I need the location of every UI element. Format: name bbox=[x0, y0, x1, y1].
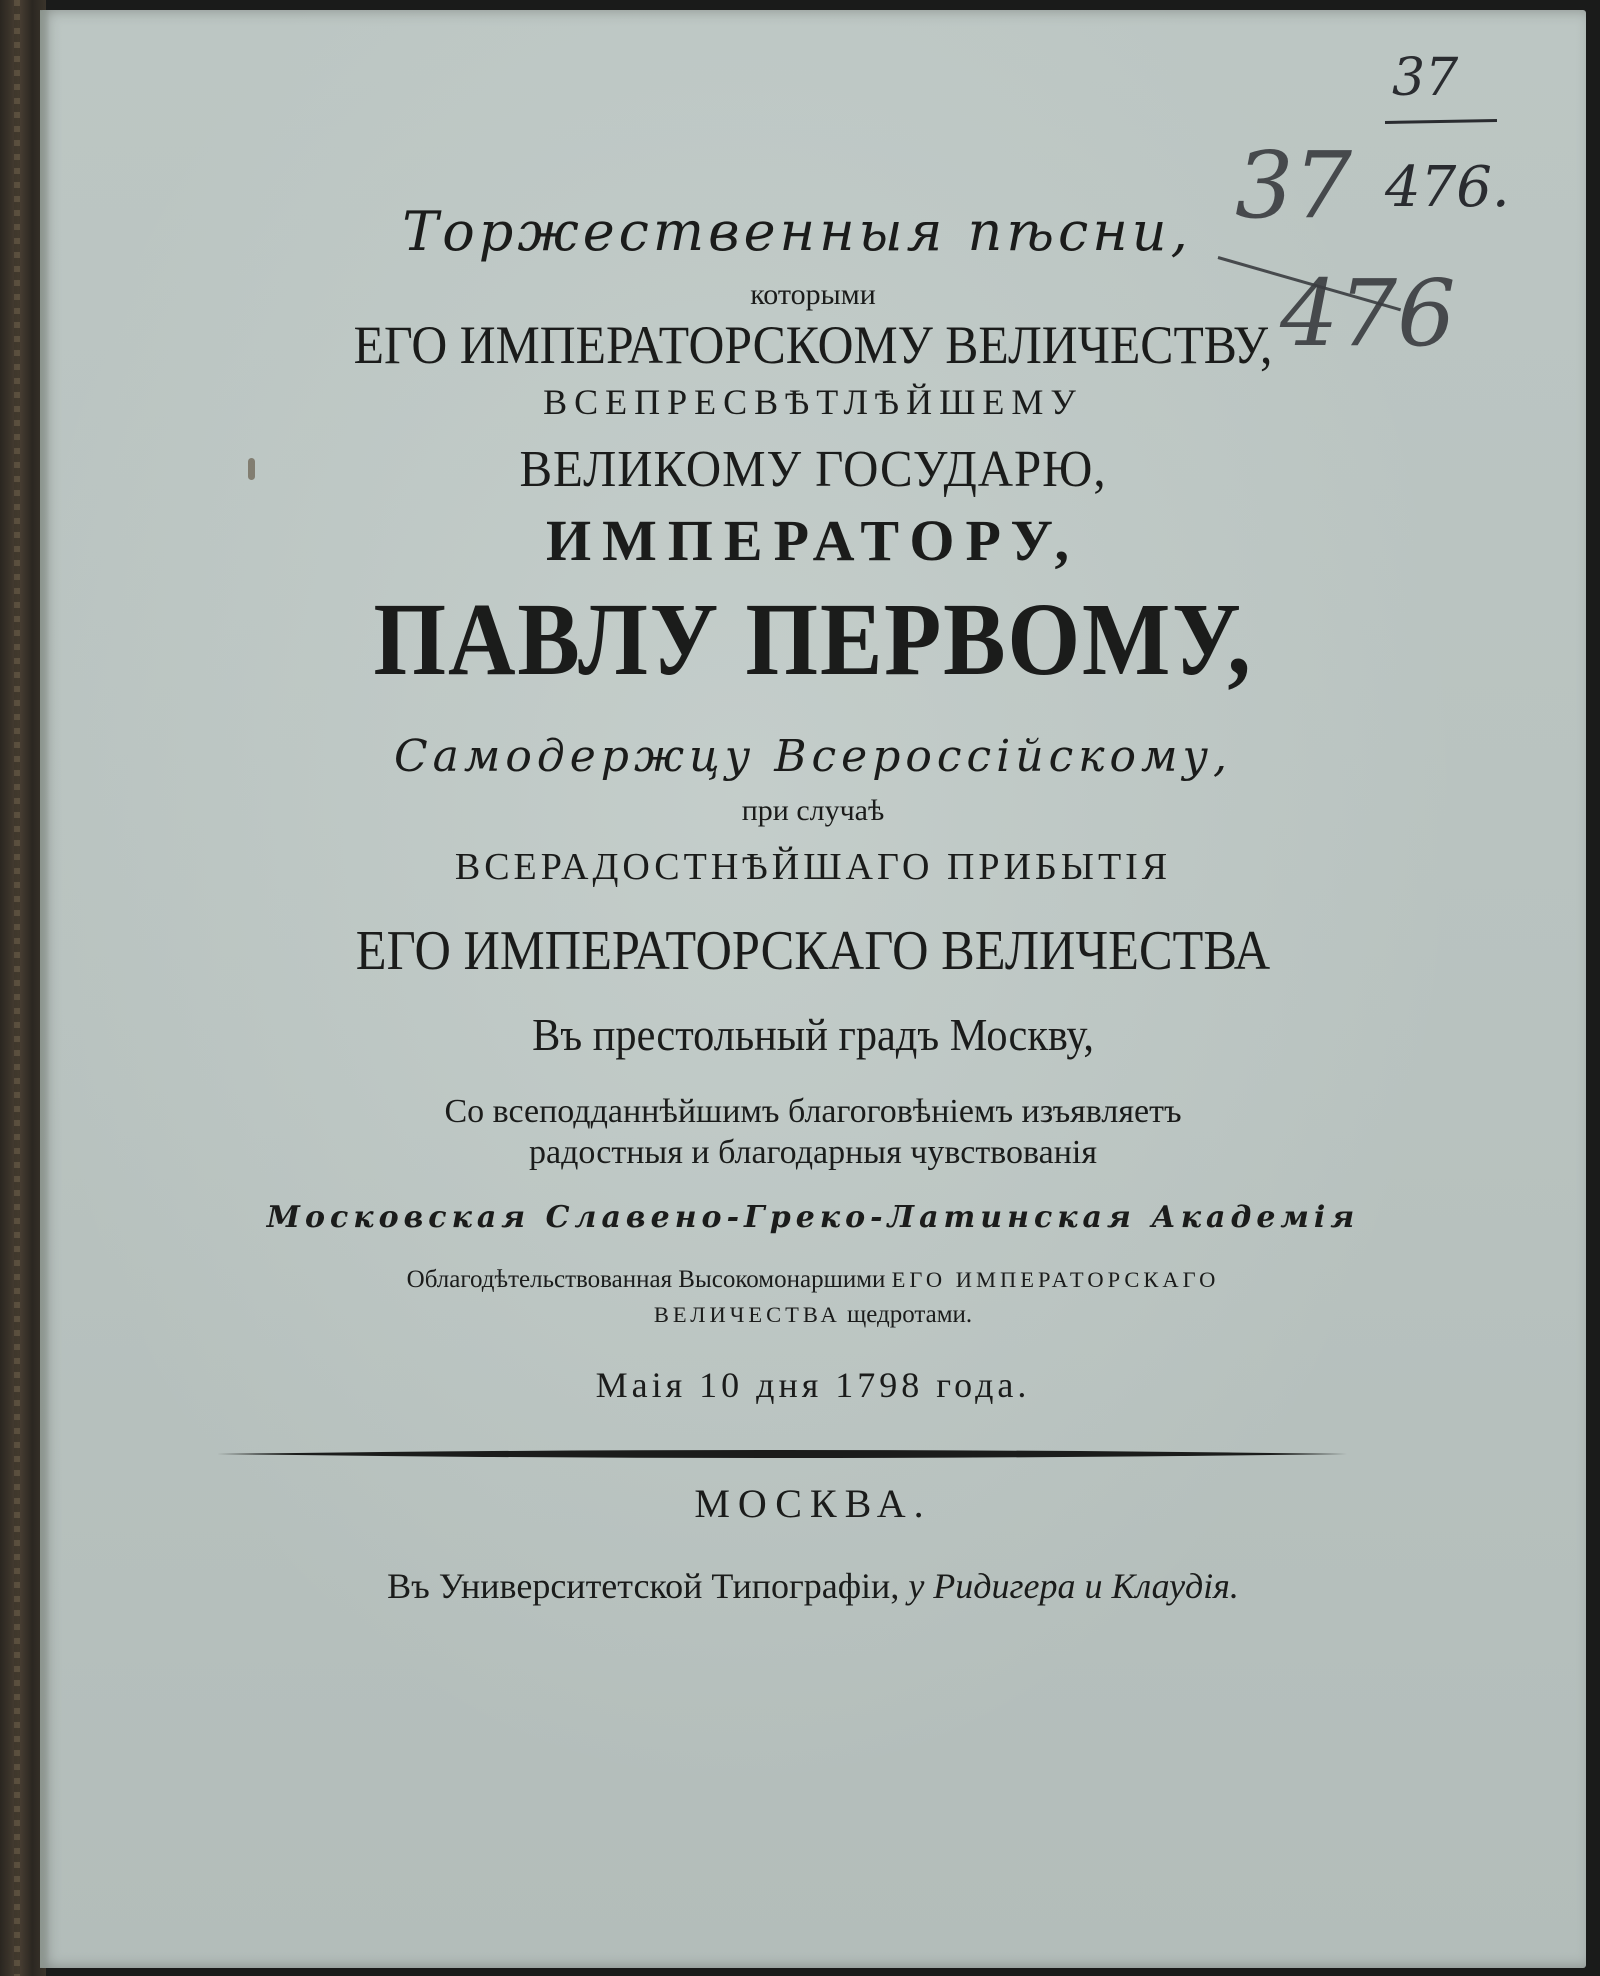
academy-name: Московская Славено-Греко-Латинская Академія bbox=[266, 1200, 1360, 1235]
title-line-11: ЕГО ИМПЕРАТОРСКАГО ВЕЛИЧЕСТВА bbox=[355, 920, 1271, 982]
imprint-printer bbox=[40, 1568, 1586, 1604]
title-line-16a: Облагодѣтельствованная Высокомонаршими bbox=[406, 1266, 886, 1293]
imprint-printer-b: у Ридигера и Клаудія. bbox=[908, 1566, 1239, 1606]
shelfmark-small-denominator: 476. bbox=[1385, 155, 1510, 220]
title-line-7: ПАВЛУ ПЕРВОМУ, bbox=[373, 582, 1253, 697]
date-line: Маія 10 дня 1798 года. bbox=[595, 1365, 1031, 1405]
shelfmark-large-numerator: 37 bbox=[1235, 132, 1353, 239]
title-line-17a: ВЕЛИЧЕСТВА bbox=[653, 1302, 841, 1327]
shelfmark-large-denominator: 476 bbox=[1280, 260, 1456, 367]
title-line-14: радостныя и благодарныя чувствованія bbox=[529, 1134, 1097, 1171]
title-line-17 bbox=[40, 1302, 1586, 1327]
tapered-rule-icon bbox=[217, 1445, 1347, 1463]
imprint-city: МОСКВА. bbox=[694, 1481, 932, 1526]
title-line-12: Въ престольный градъ Москву, bbox=[532, 1009, 1094, 1060]
title-line-1: Торжественныя пѣсни, bbox=[402, 200, 1192, 263]
title-line-3: ЕГО ИМПЕРАТОРСКОМУ ВЕЛИЧЕСТВУ, bbox=[353, 315, 1273, 375]
title-line-13: Со всеподданнѣйшимъ благоговѣніемъ изъявляетъ bbox=[444, 1093, 1182, 1130]
imprint-printer-a: Въ Университетской Типографіи, bbox=[387, 1566, 900, 1606]
spine-binding-thread bbox=[14, 0, 20, 1976]
shelfmark-small-numerator: 37 bbox=[1392, 48, 1459, 108]
title-line-17b: щедротами. bbox=[846, 1301, 973, 1328]
title-line-10: ВСЕРАДОСТНѢЙШАГО ПРИБЫТІЯ bbox=[454, 846, 1172, 888]
title-line-16b: ЕГО ИМПЕРАТОРСКАГО bbox=[891, 1267, 1220, 1292]
title-line-2: которыми bbox=[750, 278, 876, 311]
title-line-5: ВЕЛИКОМУ ГОСУДАРЮ, bbox=[519, 441, 1107, 498]
title-line-6: ИМПЕРАТОРУ, bbox=[545, 508, 1081, 573]
title-line-16 bbox=[40, 1267, 1586, 1292]
title-line-4: ВСЕПРЕСВѢТЛѢЙШЕМУ bbox=[543, 382, 1083, 422]
title-line-9: при случаѣ bbox=[741, 794, 885, 827]
title-line-8: Самодержцу Всероссійскому, bbox=[394, 731, 1232, 782]
